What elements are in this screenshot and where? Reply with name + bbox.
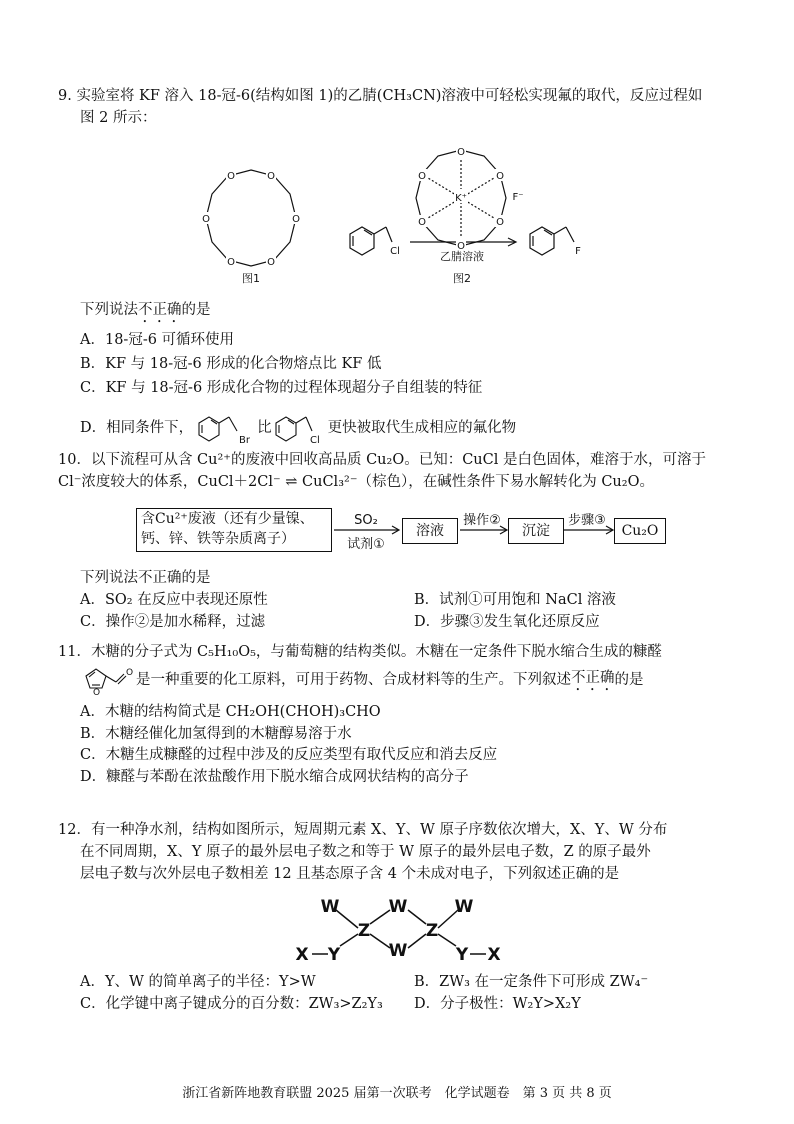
carbonyl-o-label: O (126, 667, 134, 678)
q9-stem-line2: 图 2 所示： (80, 109, 157, 126)
question-10-options (58, 568, 748, 633)
complex-o-3: O (496, 217, 504, 228)
solvent-label: 乙腈溶液 (440, 250, 484, 263)
figure-1-crown-ether (196, 158, 306, 288)
question-12 (58, 820, 748, 885)
figure-2-caption: 图2 (453, 272, 471, 285)
q12-option-a[interactable]: A．Y、W 的简单离子的半径：Y>W (80, 974, 316, 990)
figure-1-caption: 图1 (242, 272, 260, 285)
struct-w-1: W (320, 897, 340, 917)
q9-option-d[interactable] (58, 409, 748, 449)
flow-arrow1-bottom: 试剂① (347, 537, 385, 552)
potassium-ion-label: K⁺ (455, 193, 467, 204)
struct-y-2: Y (455, 945, 469, 965)
q9-option-b[interactable]: B．KF 与 18-冠-6 形成的化合物熔点比 KF 低 (80, 355, 382, 372)
flow-start-box (136, 508, 332, 552)
crown-o-1: O (267, 171, 275, 182)
q11-stem-line2-pre: 是一种重要的化工原料，可用于药物、合成材料等的生产。下列叙述 (136, 671, 571, 688)
furan-o-label: O (93, 687, 101, 698)
reactant-cl-label: Cl (390, 246, 400, 257)
q10-stem-line2: Cl⁻浓度较大的体系，CuCl＋2Cl⁻ ⇌ CuCl₃²⁻（棕色），在碱性条件下易水解转化为 Cu₂O。 (58, 473, 654, 490)
q9-option-d-pre: D．相同条件下， (80, 420, 194, 437)
struct-y-1: Y (327, 945, 341, 965)
struct-x-1: X (295, 945, 309, 965)
flow-box-solution: 溶液 (402, 518, 458, 544)
q12-structure (286, 890, 512, 970)
q9-option-d-mid: 比 (257, 420, 272, 437)
question-11 (58, 642, 748, 789)
q12-stem-line1: 12．有一种净水剂，结构如图所示，短周期元素 X、Y、W 原子序数依次增大，X、Y、W 分布 (58, 822, 668, 838)
crown-o-6: O (227, 171, 235, 182)
q11-option-a[interactable]: A．木糖的结构简式是 CH₂OH(CHOH)₃CHO (80, 703, 381, 720)
crown-o-5: O (202, 214, 210, 225)
q12-option-d[interactable]: D．分子极性：W₂Y>X₂Y (414, 995, 581, 1012)
q10-flowchart (136, 506, 676, 558)
furfural-structure (80, 664, 136, 698)
crown-o-2: O (292, 214, 300, 225)
product-f-label: F (575, 246, 581, 257)
struct-x-2: X (487, 945, 501, 965)
q12-option-c[interactable]: C．化学键中离子键成分的百分数：ZW₃>Z₂Y₃ (80, 995, 383, 1012)
q9-prompt-pre: 下列说法 (80, 302, 138, 318)
complex-o-2: O (496, 171, 504, 182)
crown-o-3: O (267, 257, 275, 268)
question-9-options (58, 300, 748, 449)
question-12-options (58, 972, 748, 1016)
benzyl-bromide-structure (193, 409, 257, 449)
q9-stem-line1: 9. 实验室将 KF 溶入 18-冠-6(结构如图 1)的乙腈(CH₃CN)溶液中可轻松实现氟的取代，反应过程如 (58, 88, 703, 104)
fluoride-ion-label: F⁻ (512, 192, 524, 203)
benzyl-chloride-structure (272, 409, 328, 449)
q11-option-c[interactable]: C．木糖生成糠醛的过程中涉及的反应类型有取代反应和消去反应 (80, 747, 498, 764)
question-10 (58, 450, 748, 494)
complex-o-6: O (418, 171, 426, 182)
question-9 (58, 86, 748, 130)
q9-option-d-post: 更快被取代生成相应的氟化物 (327, 420, 517, 437)
struct-w-3: W (454, 897, 474, 917)
flow-start-line1: 含Cu²⁺废液（还有少量镍、 (141, 511, 314, 527)
complex-o-5: O (418, 217, 426, 228)
q10-prompt: 下列说法不正确的是 (80, 570, 211, 586)
q9-prompt (58, 300, 748, 326)
q12-stem-line3: 层电子数与次外层电子数相差 12 且基态原子含 4 个未成对电子，下列叙述正确的是 (80, 865, 620, 882)
q11-stem-line2 (58, 664, 748, 698)
q12-option-b[interactable]: B．ZW₃ 在一定条件下可形成 ZW₄⁻ (414, 974, 649, 990)
complex-o-1: O (457, 147, 465, 158)
figure-2-reaction (330, 142, 630, 292)
chlorine-label: Cl (309, 435, 320, 447)
crown-o-4: O (227, 257, 235, 268)
q9-option-c[interactable]: C．KF 与 18-冠-6 形成化合物的过程体现超分子自组装的特征 (80, 379, 483, 396)
q11-stem-line1: 11．木糖的分子式为 C₅H₁₀O₅，与葡萄糖的结构类似。木糖在一定条件下脱水缩合生成的糠醛 (58, 644, 662, 660)
q10-option-a[interactable]: A．SO₂ 在反应中表现还原性 (80, 591, 268, 608)
q10-option-d[interactable]: D．步骤③发生氧化还原反应 (414, 613, 600, 630)
q9-option-a[interactable]: A．18-冠-6 可循环使用 (80, 332, 235, 348)
flow-arrow3-top: 步骤③ (568, 513, 606, 528)
struct-z-1: Z (357, 921, 371, 941)
q10-option-b[interactable]: B．试剂①可用饱和 NaCl 溶液 (414, 591, 616, 608)
q10-option-c[interactable]: C．操作②是加水稀释，过滤 (80, 613, 266, 630)
q9-prompt-post: 的是 (181, 302, 211, 318)
flow-arrow1-top: SO₂ (354, 513, 378, 528)
q11-option-d[interactable]: D．糠醛与苯酚在浓盐酸作用下脱水缩合成网状结构的高分子 (80, 769, 469, 785)
q11-stem-line2-emph: 不正确 (571, 669, 615, 686)
bromine-label: Br (239, 435, 251, 447)
q10-stem-line1: 10．以下流程可从含 Cu²⁺的废液中回收高品质 Cu₂O。已知：CuCl 是白色固体，难溶于水，可溶于 (58, 452, 706, 468)
page-footer: 浙江省新阵地教育联盟 2025 届第一次联考 化学试题卷 第 3 页 共 8 页 (182, 1086, 612, 1101)
q12-stem-line2: 在不同周期，X、Y 原子的最外层电子数之和等于 W 原子的最外层电子数，Z 的原子最外 (80, 843, 651, 860)
flow-start-line2: 钙、锌、铁等杂质离子） (141, 531, 295, 547)
flow-box-precipitate: 沉淀 (508, 518, 564, 544)
struct-w-4: W (388, 941, 408, 961)
struct-w-2: W (388, 897, 408, 917)
flow-box-cu2o: Cu₂O (614, 518, 666, 544)
q11-stem-line2-post: 的是 (614, 671, 644, 688)
struct-z-2: Z (425, 921, 439, 941)
q11-option-b[interactable]: B．木糖经催化加氢得到的木糖醇易溶于水 (80, 725, 352, 742)
q9-prompt-emph: 不正确 (138, 302, 182, 318)
complex-o-4: O (457, 241, 465, 252)
flow-arrow2-top: 操作② (463, 513, 501, 528)
